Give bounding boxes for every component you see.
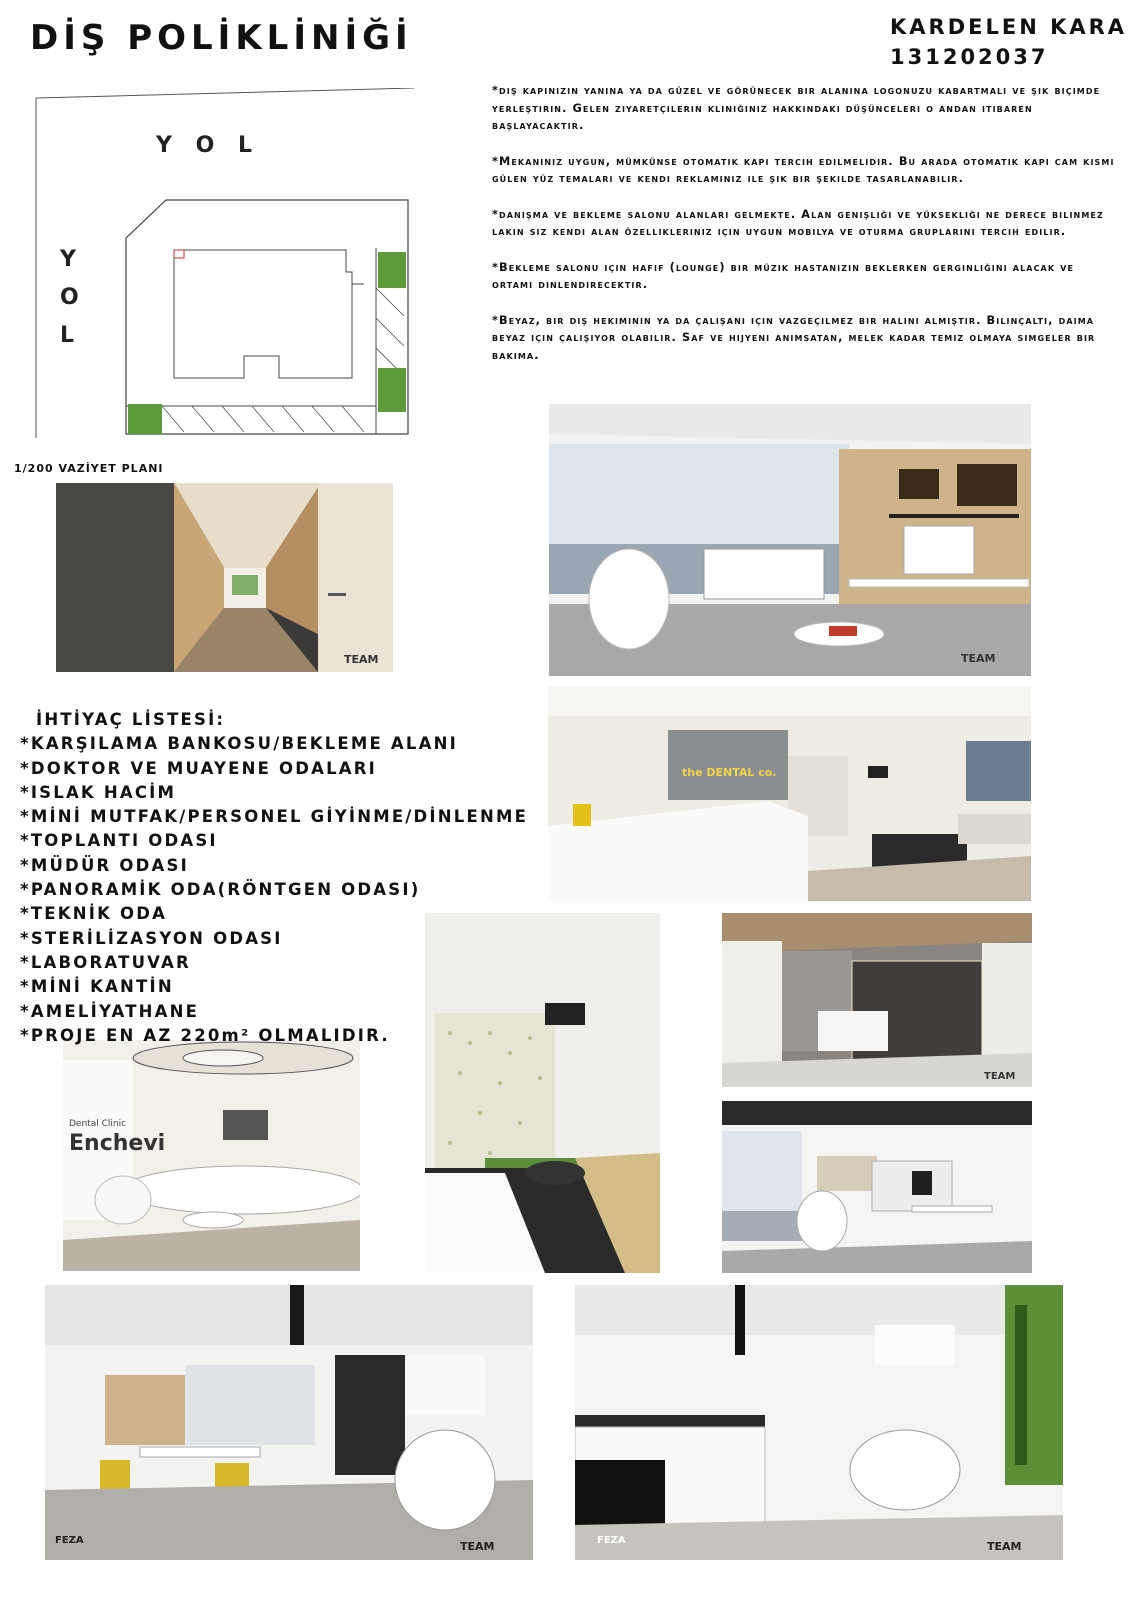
road-label-left-l: L <box>60 323 75 348</box>
needs-item: *ISLAK HACİM <box>20 782 177 802</box>
needs-item: *PROJE EN AZ 220m² OLMALIDIR. <box>20 1025 390 1045</box>
needs-item: *KARŞILAMA BANKOSU/BEKLEME ALANI <box>20 734 458 754</box>
treatment-room-render-2 <box>722 1101 1032 1273</box>
enchevi-lobby-render <box>63 1040 360 1271</box>
corridor-render <box>56 483 393 672</box>
enchevi-sign: Enchevi <box>69 1131 166 1156</box>
author-name: KARDELEN KARA <box>890 15 1128 39</box>
feza-brand-2: FEZA <box>597 1535 626 1546</box>
needs-item: *AMELİYATHANE <box>20 1001 200 1021</box>
glass-office-render <box>722 913 1032 1087</box>
needs-list <box>20 708 528 1048</box>
road-label-left-y: Y <box>60 247 76 272</box>
needs-item: *MİNİ MUTFAK/PERSONEL GİYİNME/DİNLENME <box>20 807 529 827</box>
team-logo-2: TEAM <box>961 652 996 665</box>
author-block <box>890 12 1127 72</box>
page-title: DİŞ POLİKLİNİĞİ <box>30 18 413 58</box>
needs-item: *MÜDÜR ODASI <box>20 855 189 875</box>
feza-brand: FEZA <box>55 1535 84 1546</box>
needs-item: *PANORAMİK ODA(RÖNTGEN ODASI) <box>20 880 421 900</box>
note-5: *Beyaz, bir diş hekiminin ya da çalışanı için vazgeçilmez bir halını almıştır. Bilinçaltı, daima beyaz için çalışıyor olabilir. Saf ve hijyeni anımsatan, melek kadar temiz olmaya simgeler bir bakıma. <box>492 313 1096 362</box>
note-4: *Bekleme salonu için hafif (lounge) bir müzik hastanızın beklerken gerginliğini alacak ve ortamı dinlendirecektir. <box>492 260 1075 291</box>
treatment-room-render-1 <box>549 404 1031 676</box>
reception-render <box>548 686 1031 901</box>
site-plan <box>34 88 424 450</box>
needs-item: *DOKTOR VE MUAYENE ODALARI <box>20 758 378 778</box>
student-number: 131202037 <box>890 45 1049 69</box>
note-3: *danışma ve bekleme salonu alanları gelmekte. Alan genişliği ve yüksekliği ne derece bilinmez lakın siz kendi alan özellikleriniz için uygun mobilya ve oturma gruplarını tercih edilir. <box>492 207 1104 238</box>
needs-item: *STERİLİZASYON ODASI <box>20 928 283 948</box>
note-2: *Mekanınız uygun, mümkünse otomatik kapı tercih edilmelidir. Bu arada otomatik kapı cam kısmı gülen yüz temaları ve kendi reklamınız ile şık bir şekilde tasarlanabilir. <box>492 154 1115 185</box>
team-logo-4: TEAM <box>460 1540 495 1553</box>
design-notes <box>492 82 1117 382</box>
site-plan-caption: 1/200 VAZİYET PLANI <box>14 462 164 475</box>
doctor-office-render <box>45 1285 533 1560</box>
team-logo-3: TEAM <box>984 1071 1016 1082</box>
needs-item: *LABORATUVAR <box>20 952 191 972</box>
needs-list-heading: İHTİYAÇ LİSTESİ: <box>36 710 226 729</box>
enchevi-small-text: Dental Clinic <box>69 1119 127 1129</box>
team-logo-5: TEAM <box>987 1540 1022 1553</box>
treatment-room-render-3 <box>575 1285 1063 1560</box>
team-logo: TEAM <box>344 653 379 666</box>
needs-item: *TOPLANTI ODASI <box>20 831 218 851</box>
road-label-top: Y O L <box>156 133 260 158</box>
needs-item: *MİNİ KANTİN <box>20 977 174 997</box>
reception-sign: the DENTAL co. <box>682 766 777 779</box>
needs-item: *TEKNİK ODA <box>20 904 168 924</box>
note-1: *dış kapınızın yanına ya da güzel ve görünecek bir alanına logonuzu kabartmalı ve şık biçimde yerleştirin. Gelen ziyaretçilerin kliniğiniz hakkındaki düşünceleri o andan itibaren başlayacaktır. <box>492 84 1101 132</box>
road-label-left-o: O <box>60 285 79 310</box>
